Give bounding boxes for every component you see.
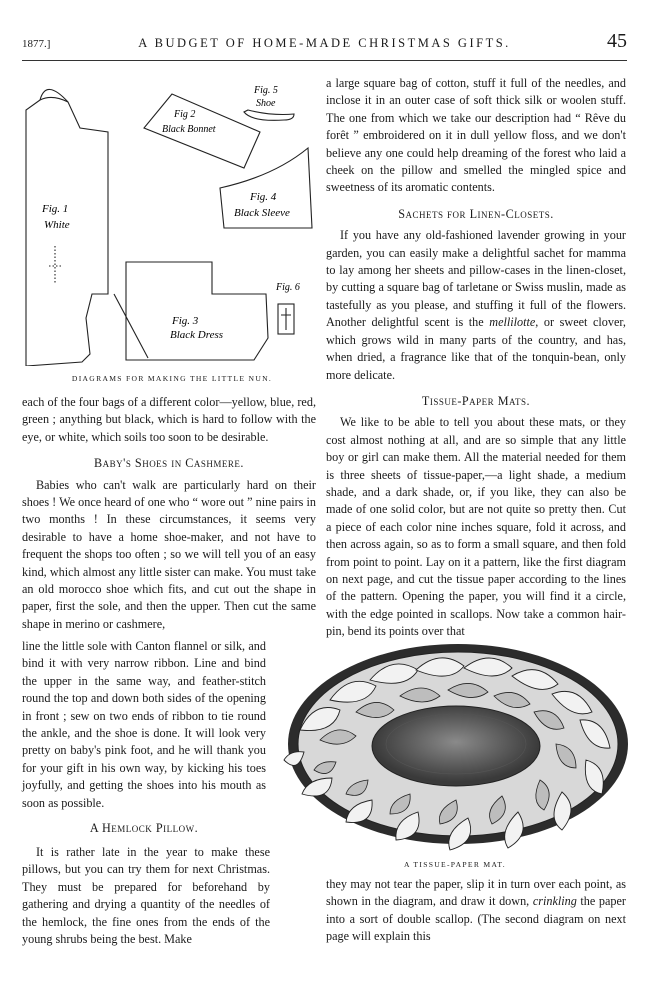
right-paragraph-4-end: the paper into a sort of double scallop. (The second diagram on next page will explain this [326,894,626,944]
heading-sachets: Sachets for Linen-Closets. [398,206,554,221]
fig1-name: White [44,219,70,231]
running-header [22,30,627,54]
right-paragraph-2-start: If you have any old-fashioned lavender growing in your garden, you can easily make a delightful sachet for mamma to lay among her sheets and pillow-cases in the linen-closet, by cutting a square bag of tarletane or Swiss muslin, made as tastefully as you please, and stuffing it full of the flowers. Another delightful scent is the [326,228,626,330]
fig2-label: Fig 2 [174,109,196,120]
crinkling-term: crinkling [532,894,577,909]
nun-diagram-figure [22,66,322,366]
fig3-name: Black Dress [170,329,224,341]
right-paragraph-4 [326,876,626,946]
fig6-label: Fig. 6 [276,282,300,293]
left-paragraph-2-continued: line the little sole with Canton flannel or silk, and bind it with very narrow ribbon. Line and bind the upper in the same way, and feather-stitch round the top and down both sides of the opening in front ; sew on two ends of ribbon to tie round the ankle, and the shoe is done. It will look very pretty on baby's pink foot, and he will thank you for your gift in his own way, by kicking his toes joyfully, and getting the shoes into his mouth as soon as possible. [22,639,266,810]
right-paragraph-3: We like to be able to tell you about these mats, or they cost almost nothing at all, and are so simple that any little boy or girl can make them. All the material needed for them is three sheets of tissue-paper,—a light shade, a medium shade, and a dark shade, or, if you like, they can also be made of one solid color, but are not quite so pretty then. Cut a piece of each color nine inches square, fold it across, and then across again, so as to form a small square, and then fold from point to point. Lay on it a pattern, like the first diagram on next page, and cut the tissue paper according to the lines of the pattern. Opening the paper, you will find it a circle, with the edge pointed in scallops. Now take a common hair-pin, bend its points over that [326,415,626,639]
fig4-label: Fig. 4 [250,191,277,203]
right-paragraph-2-end: , or sweet clover, which grows wild in many parts of the country, and has, when dried, a fragrance like that of the tonquin-bean, only more delicate. [326,315,626,382]
header-rule [22,60,627,61]
fig2-name: Black Bonnet [162,124,216,135]
mat-caption: A TISSUE-PAPER MAT. [404,860,506,869]
right-column [326,75,626,641]
tissue-paper-mat-figure [280,640,630,856]
right-paragraph-4-start: they may not tear the paper, slip it in turn over each point, as shown in the diagram, and draw it down, [326,877,626,909]
left-column [22,394,316,633]
left-paragraph-1: each of the four bags of a different color—yellow, blue, red, green ; anything but black, which is hard to follow with the eye, or white, which soils too soon to be desirable. [22,395,316,444]
left-column-hemlock [22,844,270,948]
left-paragraph-3: It is rather late in the year to make these pillows, but you can try them for next Christmas. They must be prepared for beforehand by gathering and drying a quantity of the needles of the hemlock, the fine ones from the ends of the young shrubs being the best. Make [22,845,270,947]
heading-hemlock-pillow: A Hemlock Pillow. [89,821,199,836]
page-number: 45 [607,30,627,52]
mellilotte-term: mellilotte [489,315,536,330]
fig5-label: Fig. 5 [254,85,278,96]
right-column-bottom [326,876,626,946]
tissue-paper-mat-illustration [280,640,630,856]
fig4-name: Black Sleeve [234,207,290,219]
fig5-name: Shoe [256,98,276,109]
heading-babys-shoes: Baby's Shoes in Cashmere. [94,456,244,471]
fig3-label: Fig. 3 [172,315,199,327]
heading-tissue-paper-mats: Tissue-Paper Mats. [421,393,531,408]
header-year: 1877.] [22,38,51,50]
left-column-narrow [22,638,266,837]
left-paragraph-2: Babies who can't walk are particularly hard on their shoes ! We once heard of one who “ wore out ” nine pairs in two months ! In these circumstances, it seems very desirable to have a home shoe-maker, and not have to frequent the shops too often ; so we will tell you of an easy kind, which almost any little sister can make. You must take an old morocco shoe which fits, and cut out the shape in paper, first the sole, and then the upper. Then cut the same shape in merino or cashmere, [22,477,316,631]
right-paragraph-2 [326,227,626,384]
nun-pattern-diagram [22,66,322,366]
fig1-label: Fig. 1 [42,203,69,215]
header-title: A BUDGET OF HOME-MADE CHRISTMAS GIFTS. [138,36,511,50]
right-paragraph-1: a large square bag of cotton, stuff it full of the needles, and inclose it in an outer case of soft thick silk or woolen stuff. The one from which we take our description had “ Rêve du forêt ” embroidered on it in dull yellow floss, and we don't believe any one could help dreaming of the forest who laid a cheek on the pillow and smelled the mingled spice and sweetness of its aromatic contents. [326,76,626,195]
nun-diagram-caption: DIAGRAMS FOR MAKING THE LITTLE NUN. [71,374,273,383]
